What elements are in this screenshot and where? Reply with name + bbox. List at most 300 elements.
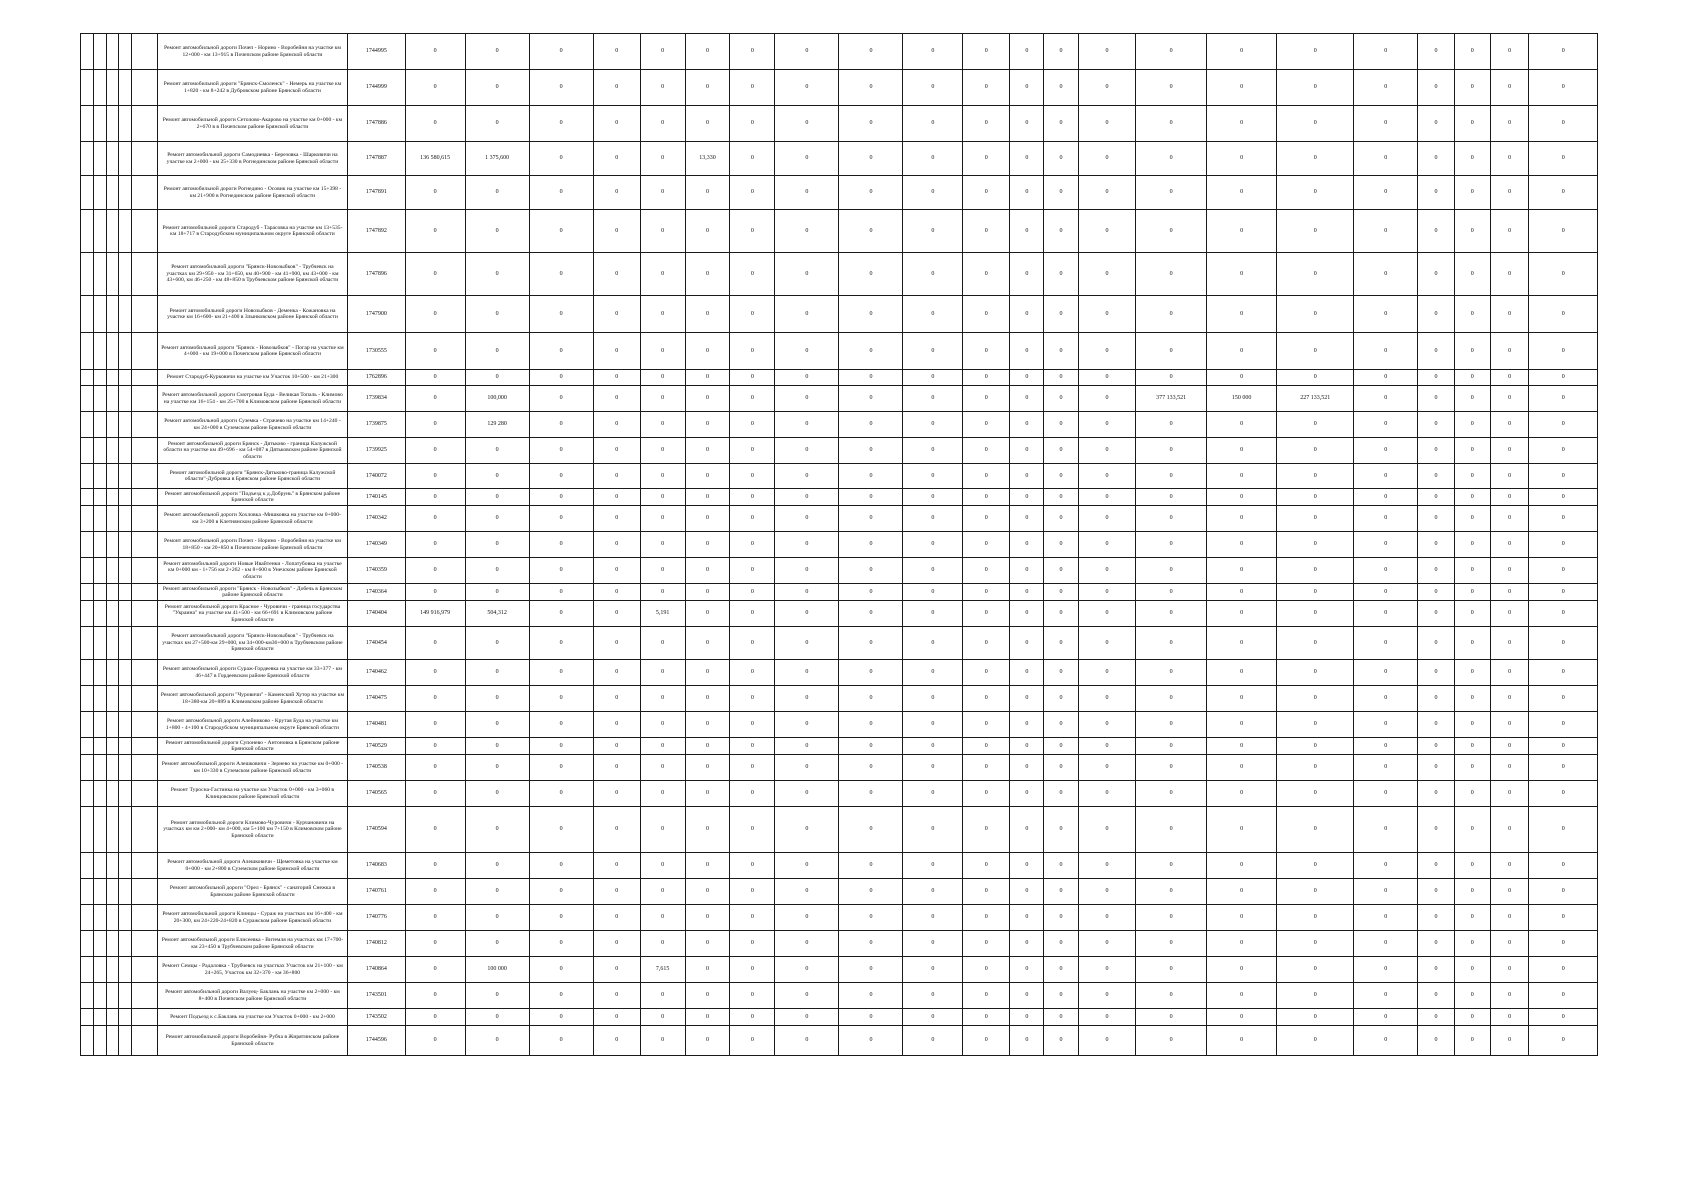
value-cell: 0 <box>1490 601 1528 627</box>
value-cell: 0 <box>1078 755 1136 781</box>
value-cell: 0 <box>903 853 963 879</box>
value-cell: 0 <box>1078 601 1136 627</box>
value-cell: 0 <box>1010 712 1044 738</box>
empty-cell <box>119 532 132 558</box>
empty-cell <box>132 905 158 931</box>
road-name-cell: Ремонт автомобильной дороги Брянск - Дятьково - граница Калужской области на участке км 49+696 - км 54+087 в Дятьковском районе Брянской области <box>157 438 347 464</box>
value-cell: 0 <box>1078 34 1136 70</box>
value-cell: 0 <box>730 807 775 853</box>
value-cell: 0 <box>465 489 529 506</box>
value-cell: 0 <box>775 370 839 386</box>
value-cell: 0 <box>1418 489 1454 506</box>
value-cell: 0 <box>593 601 640 627</box>
empty-cell <box>119 142 132 176</box>
table-row <box>81 781 1598 807</box>
value-cell: 0 <box>963 1026 1010 1056</box>
value-cell: 0 <box>1529 386 1598 412</box>
empty-cell <box>81 438 94 464</box>
value-cell: 0 <box>1044 438 1078 464</box>
road-name-cell: Ремонт автомобильной дороги "Подъезд к д.Добрунь" в Брянском районе Брянской области <box>157 489 347 506</box>
value-cell: 0 <box>1354 853 1418 879</box>
value-cell: 0 <box>903 142 963 176</box>
value-cell: 0 <box>1078 412 1136 438</box>
empty-cell <box>81 879 94 905</box>
value-cell: 0 <box>963 142 1010 176</box>
value-cell: 0 <box>1044 957 1078 983</box>
value-cell: 0 <box>465 333 529 370</box>
value-cell: 0 <box>1454 333 1490 370</box>
value-cell: 0 <box>1078 738 1136 755</box>
empty-cell <box>119 386 132 412</box>
road-name-cell: Ремонт автомобильной дороги Сетолово-Акарово на участке км 0+000 - км 2+670 в в Почепском районе Брянской области <box>157 106 347 142</box>
empty-cell <box>132 253 158 296</box>
value-cell: 0 <box>1354 931 1418 957</box>
value-cell: 0 <box>405 686 465 712</box>
value-cell: 0 <box>1277 781 1354 807</box>
empty-cell <box>106 957 119 983</box>
value-cell: 0 <box>640 755 685 781</box>
value-cell: 0 <box>1044 807 1078 853</box>
value-cell: 0 <box>685 333 730 370</box>
value-cell: 0 <box>775 738 839 755</box>
value-cell: 0 <box>1044 931 1078 957</box>
empty-cell <box>106 1009 119 1026</box>
empty-cell <box>106 853 119 879</box>
empty-cell <box>119 176 132 210</box>
value-cell: 0 <box>593 712 640 738</box>
value-cell: 0 <box>1490 853 1528 879</box>
value-cell: 0 <box>640 34 685 70</box>
empty-cell <box>106 142 119 176</box>
value-cell: 0 <box>1010 853 1044 879</box>
value-cell: 0 <box>1418 532 1454 558</box>
value-cell: 0 <box>1454 738 1490 755</box>
empty-cell <box>132 34 158 70</box>
value-cell: 0 <box>1010 142 1044 176</box>
value-cell: 0 <box>1490 957 1528 983</box>
value-cell: 0 <box>1010 584 1044 601</box>
value-cell: 0 <box>465 464 529 489</box>
value-cell: 0 <box>1010 34 1044 70</box>
value-cell: 0 <box>839 34 903 70</box>
empty-cell <box>81 853 94 879</box>
object-code-cell: 1747896 <box>348 253 406 296</box>
value-cell: 0 <box>685 601 730 627</box>
value-cell: 0 <box>593 853 640 879</box>
value-cell: 0 <box>775 333 839 370</box>
value-cell: 0 <box>1454 438 1490 464</box>
empty-cell <box>93 532 106 558</box>
value-cell: 0 <box>1277 296 1354 333</box>
value-cell: 0 <box>1010 931 1044 957</box>
empty-cell <box>132 386 158 412</box>
value-cell: 0 <box>1206 106 1277 142</box>
value-cell: 0 <box>1010 438 1044 464</box>
value-cell: 0 <box>1078 584 1136 601</box>
empty-cell <box>106 712 119 738</box>
object-code-cell: 1747887 <box>348 142 406 176</box>
value-cell: 0 <box>465 253 529 296</box>
value-cell: 0 <box>1354 584 1418 601</box>
value-cell: 0 <box>1136 532 1207 558</box>
table-row <box>81 34 1598 70</box>
value-cell: 0 <box>593 34 640 70</box>
value-cell: 0 <box>1277 253 1354 296</box>
empty-cell <box>93 386 106 412</box>
value-cell: 504,312 <box>465 601 529 627</box>
value-cell: 13,330 <box>685 142 730 176</box>
value-cell: 0 <box>1136 1009 1207 1026</box>
value-cell: 0 <box>839 755 903 781</box>
value-cell: 0 <box>529 210 593 253</box>
value-cell: 0 <box>1078 438 1136 464</box>
value-cell: 0 <box>775 532 839 558</box>
value-cell: 0 <box>1206 957 1277 983</box>
value-cell: 0 <box>529 412 593 438</box>
value-cell: 0 <box>1010 601 1044 627</box>
road-name-cell: Ремонт автомобильной дороги Почеп - Норино - Воробейня на участке км 12+000 - км 13+915 в Почепском районе Брянской области <box>157 34 347 70</box>
value-cell: 0 <box>593 464 640 489</box>
value-cell: 0 <box>593 296 640 333</box>
value-cell: 0 <box>1136 781 1207 807</box>
value-cell: 0 <box>640 781 685 807</box>
value-cell: 0 <box>1078 712 1136 738</box>
value-cell: 0 <box>963 386 1010 412</box>
value-cell: 0 <box>1206 558 1277 584</box>
value-cell: 0 <box>839 438 903 464</box>
value-cell: 0 <box>1454 627 1490 660</box>
value-cell: 0 <box>839 627 903 660</box>
value-cell: 0 <box>593 412 640 438</box>
value-cell: 0 <box>593 627 640 660</box>
value-cell: 0 <box>1206 438 1277 464</box>
value-cell: 0 <box>1490 438 1528 464</box>
value-cell: 0 <box>1490 489 1528 506</box>
value-cell: 0 <box>1454 370 1490 386</box>
value-cell: 0 <box>465 983 529 1009</box>
value-cell: 0 <box>1529 1026 1598 1056</box>
empty-cell <box>81 210 94 253</box>
value-cell: 0 <box>903 1026 963 1056</box>
empty-cell <box>81 176 94 210</box>
object-code-cell: 1744995 <box>348 34 406 70</box>
value-cell: 0 <box>1206 210 1277 253</box>
table-row <box>81 601 1598 627</box>
value-cell: 100 000 <box>465 957 529 983</box>
empty-cell <box>119 489 132 506</box>
value-cell: 0 <box>405 712 465 738</box>
value-cell: 0 <box>839 253 903 296</box>
road-name-cell: Ремонт автомобильной дороги Самодиевка - Березовка - Шарковичи на участке км 2+000 - км 25+330 в Рогнединском районе Брянской области <box>157 142 347 176</box>
value-cell: 0 <box>593 70 640 106</box>
value-cell: 0 <box>1044 1009 1078 1026</box>
value-cell: 0 <box>1354 70 1418 106</box>
value-cell: 0 <box>593 106 640 142</box>
empty-cell <box>81 558 94 584</box>
value-cell: 0 <box>685 489 730 506</box>
value-cell: 0 <box>1418 738 1454 755</box>
value-cell: 0 <box>1354 738 1418 755</box>
value-cell: 0 <box>1277 70 1354 106</box>
value-cell: 0 <box>775 781 839 807</box>
value-cell: 0 <box>1206 370 1277 386</box>
value-cell: 0 <box>1206 464 1277 489</box>
value-cell: 0 <box>685 176 730 210</box>
empty-cell <box>106 755 119 781</box>
value-cell: 0 <box>405 34 465 70</box>
value-cell: 0 <box>685 781 730 807</box>
value-cell: 0 <box>1354 210 1418 253</box>
table-row <box>81 106 1598 142</box>
value-cell: 0 <box>963 879 1010 905</box>
value-cell: 0 <box>1454 584 1490 601</box>
value-cell: 0 <box>1354 333 1418 370</box>
value-cell: 0 <box>903 333 963 370</box>
value-cell: 0 <box>1277 905 1354 931</box>
value-cell: 0 <box>839 660 903 686</box>
value-cell: 0 <box>685 807 730 853</box>
value-cell: 0 <box>529 957 593 983</box>
empty-cell <box>119 931 132 957</box>
value-cell: 0 <box>839 738 903 755</box>
value-cell: 0 <box>1277 210 1354 253</box>
value-cell: 0 <box>775 1026 839 1056</box>
value-cell: 0 <box>1136 931 1207 957</box>
value-cell: 0 <box>640 210 685 253</box>
value-cell: 0 <box>775 412 839 438</box>
empty-cell <box>81 957 94 983</box>
road-name-cell: Ремонт автомобильной дороги Алешковичи - Зернево на участке км 0+000 - км 10+330 в Суземском районе Брянской области <box>157 755 347 781</box>
empty-cell <box>93 142 106 176</box>
empty-cell <box>81 464 94 489</box>
value-cell: 0 <box>1490 70 1528 106</box>
object-code-cell: 1743501 <box>348 983 406 1009</box>
value-cell: 0 <box>1136 253 1207 296</box>
value-cell: 0 <box>405 70 465 106</box>
value-cell: 0 <box>529 584 593 601</box>
value-cell: 0 <box>775 142 839 176</box>
value-cell: 0 <box>1136 210 1207 253</box>
value-cell: 0 <box>1010 558 1044 584</box>
value-cell: 0 <box>1277 755 1354 781</box>
value-cell: 0 <box>640 660 685 686</box>
empty-cell <box>106 807 119 853</box>
empty-cell <box>106 70 119 106</box>
value-cell: 0 <box>1490 464 1528 489</box>
value-cell: 0 <box>775 489 839 506</box>
value-cell: 0 <box>1354 558 1418 584</box>
value-cell: 0 <box>1136 489 1207 506</box>
value-cell: 0 <box>730 1009 775 1026</box>
object-code-cell: 1739875 <box>348 412 406 438</box>
value-cell: 0 <box>1136 983 1207 1009</box>
value-cell: 0 <box>730 253 775 296</box>
object-code-cell: 1743502 <box>348 1009 406 1026</box>
value-cell: 0 <box>963 253 1010 296</box>
empty-cell <box>81 489 94 506</box>
value-cell: 0 <box>1529 738 1598 755</box>
road-name-cell: Ремонт автомобильной дороги Стародуб - Тарасовка на участке км 13+535- км 18+717 в Стародубском муниципальном округе Брянской области <box>157 210 347 253</box>
value-cell: 0 <box>593 333 640 370</box>
value-cell: 0 <box>1529 438 1598 464</box>
value-cell: 0 <box>730 386 775 412</box>
road-name-cell: Ремонт автомобильной дороги "Брянск-Смоленск" - Немерь на участке км 1+820 - км 8+242 в Дубровском районе Брянской области <box>157 70 347 106</box>
value-cell: 0 <box>730 905 775 931</box>
empty-cell <box>106 532 119 558</box>
empty-cell <box>81 70 94 106</box>
value-cell: 0 <box>465 660 529 686</box>
value-cell: 0 <box>1454 296 1490 333</box>
table-row <box>81 142 1598 176</box>
value-cell: 0 <box>685 905 730 931</box>
value-cell: 0 <box>1277 660 1354 686</box>
value-cell: 0 <box>1454 386 1490 412</box>
value-cell: 0 <box>775 712 839 738</box>
value-cell: 0 <box>1490 34 1528 70</box>
value-cell: 0 <box>465 712 529 738</box>
road-name-cell: Ремонт автомобильной дороги Красное - Чуровичи - граница государства "Украина" на участке км 41+500 - км 66+691 в Климовском районе Брянской области <box>157 601 347 627</box>
empty-cell <box>119 210 132 253</box>
empty-cell <box>93 957 106 983</box>
object-code-cell: 1740529 <box>348 738 406 755</box>
value-cell: 0 <box>1418 176 1454 210</box>
value-cell: 0 <box>593 686 640 712</box>
value-cell: 0 <box>640 333 685 370</box>
value-cell: 0 <box>1078 210 1136 253</box>
empty-cell <box>132 438 158 464</box>
value-cell: 0 <box>1454 712 1490 738</box>
empty-cell <box>119 1026 132 1056</box>
value-cell: 0 <box>1206 584 1277 601</box>
value-cell: 0 <box>1529 412 1598 438</box>
value-cell: 0 <box>730 296 775 333</box>
value-cell: 0 <box>405 1026 465 1056</box>
value-cell: 0 <box>1490 931 1528 957</box>
value-cell: 0 <box>465 931 529 957</box>
value-cell: 0 <box>1010 106 1044 142</box>
value-cell: 0 <box>1529 296 1598 333</box>
value-cell: 0 <box>775 627 839 660</box>
value-cell: 0 <box>1078 905 1136 931</box>
value-cell: 0 <box>775 106 839 142</box>
empty-cell <box>119 983 132 1009</box>
value-cell: 0 <box>405 627 465 660</box>
value-cell: 0 <box>1490 176 1528 210</box>
value-cell: 0 <box>593 660 640 686</box>
value-cell: 0 <box>1206 853 1277 879</box>
value-cell: 0 <box>1044 660 1078 686</box>
value-cell: 0 <box>529 983 593 1009</box>
value-cell: 0 <box>1206 738 1277 755</box>
value-cell: 0 <box>593 931 640 957</box>
value-cell: 0 <box>775 70 839 106</box>
value-cell: 0 <box>1529 106 1598 142</box>
empty-cell <box>132 879 158 905</box>
value-cell: 0 <box>1529 712 1598 738</box>
value-cell: 0 <box>1354 601 1418 627</box>
empty-cell <box>119 755 132 781</box>
value-cell: 0 <box>1454 176 1490 210</box>
value-cell: 0 <box>730 106 775 142</box>
value-cell: 0 <box>775 931 839 957</box>
empty-cell <box>132 738 158 755</box>
value-cell: 0 <box>1354 627 1418 660</box>
empty-cell <box>93 464 106 489</box>
table-row <box>81 686 1598 712</box>
value-cell: 0 <box>1354 34 1418 70</box>
value-cell: 0 <box>640 296 685 333</box>
object-code-cell: 1744999 <box>348 70 406 106</box>
empty-cell <box>106 686 119 712</box>
empty-cell <box>81 532 94 558</box>
value-cell: 0 <box>640 558 685 584</box>
empty-cell <box>81 905 94 931</box>
road-name-cell: Ремонт автомобильной дороги "Брянск-Новозыбков" - Трубчевск на участках км 27+500-км 29+000, км 34+000-км36+000 в Трубчевском районе Брянской области <box>157 627 347 660</box>
value-cell: 0 <box>405 464 465 489</box>
table-row <box>81 210 1598 253</box>
value-cell: 0 <box>640 412 685 438</box>
empty-cell <box>93 983 106 1009</box>
value-cell: 0 <box>1529 879 1598 905</box>
value-cell: 0 <box>640 464 685 489</box>
value-cell: 0 <box>1277 738 1354 755</box>
value-cell: 0 <box>465 106 529 142</box>
value-cell: 0 <box>1136 601 1207 627</box>
empty-cell <box>93 296 106 333</box>
value-cell: 0 <box>1010 879 1044 905</box>
value-cell: 0 <box>1490 807 1528 853</box>
table-row <box>81 412 1598 438</box>
empty-cell <box>132 506 158 532</box>
road-name-cell: Ремонт автомобильной дороги Климово-Чуровичи - Курчановичи на участках км км 2+000- км 4+000, км 5+100 км 7+150 в Климовском районе Брянской области <box>157 807 347 853</box>
value-cell: 0 <box>839 142 903 176</box>
value-cell: 0 <box>1277 333 1354 370</box>
value-cell: 0 <box>529 558 593 584</box>
value-cell: 0 <box>405 438 465 464</box>
value-cell: 0 <box>1277 1026 1354 1056</box>
table-row <box>81 296 1598 333</box>
object-code-cell: 1740565 <box>348 781 406 807</box>
value-cell: 0 <box>465 755 529 781</box>
value-cell: 0 <box>903 1009 963 1026</box>
value-cell: 0 <box>529 601 593 627</box>
value-cell: 0 <box>1529 931 1598 957</box>
empty-cell <box>93 584 106 601</box>
value-cell: 0 <box>1277 506 1354 532</box>
value-cell: 0 <box>529 333 593 370</box>
value-cell: 0 <box>1454 70 1490 106</box>
empty-cell <box>132 712 158 738</box>
value-cell: 0 <box>1529 686 1598 712</box>
value-cell: 0 <box>903 601 963 627</box>
value-cell: 0 <box>1010 370 1044 386</box>
empty-cell <box>132 853 158 879</box>
empty-cell <box>119 253 132 296</box>
value-cell: 0 <box>405 1009 465 1026</box>
value-cell: 0 <box>1418 983 1454 1009</box>
value-cell: 0 <box>730 931 775 957</box>
value-cell: 0 <box>1490 386 1528 412</box>
value-cell: 0 <box>685 253 730 296</box>
value-cell: 0 <box>1454 601 1490 627</box>
value-cell: 0 <box>465 905 529 931</box>
value-cell: 0 <box>963 712 1010 738</box>
value-cell: 0 <box>1354 464 1418 489</box>
value-cell: 0 <box>1044 412 1078 438</box>
road-name-cell: Ремонт автомобильной дороги Елисеевка - Витемля на участках км 17+700- км 23+450 в Трубчевском районе Брянской области <box>157 931 347 957</box>
value-cell: 0 <box>1418 755 1454 781</box>
value-cell: 0 <box>730 142 775 176</box>
